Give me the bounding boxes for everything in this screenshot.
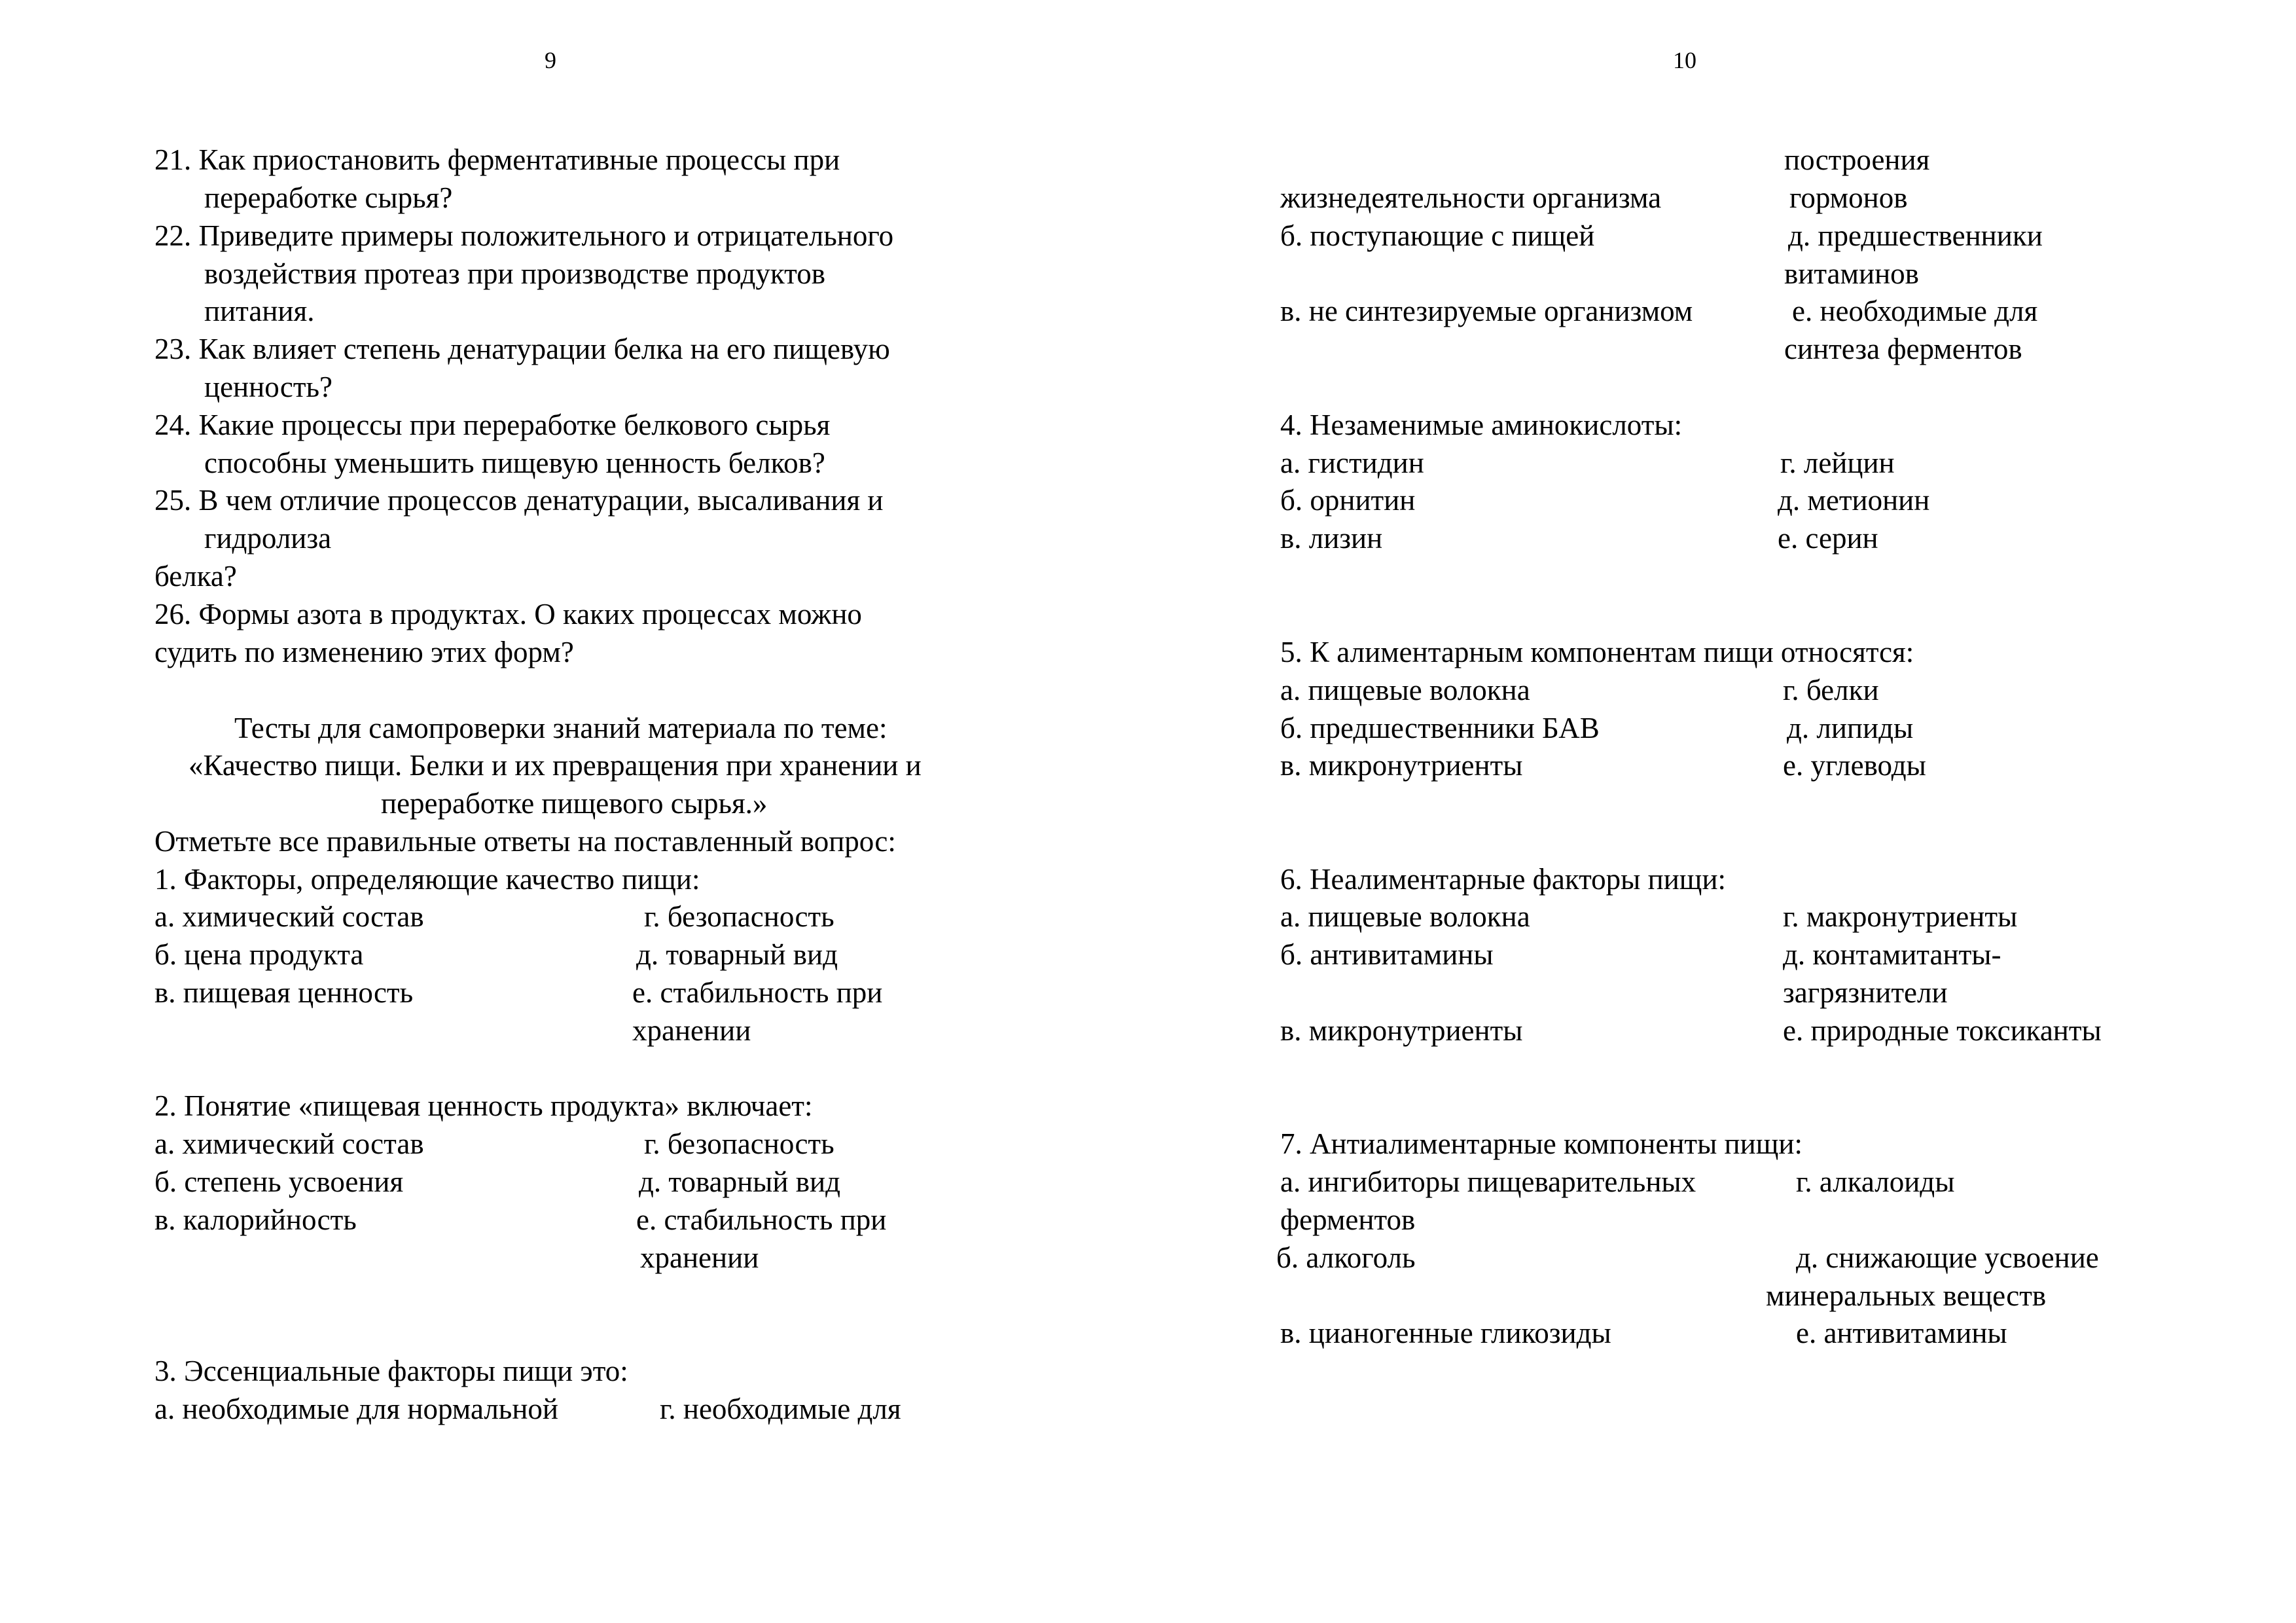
test7-option-b: б. алкоголь bbox=[1276, 1241, 1416, 1274]
question-26-line1: 26. Формы азота в продуктах. О каких процессах можно bbox=[154, 598, 862, 630]
test1-option-v: в. пищевая ценность bbox=[154, 976, 414, 1009]
test3-option-d-line1: д. предшественники bbox=[1788, 219, 2043, 252]
test3-option-b: б. поступающие с пищей bbox=[1280, 219, 1595, 252]
test5-option-d: д. липиды bbox=[1787, 712, 1914, 744]
test1-option-b: б. цена продукта bbox=[154, 938, 364, 971]
question-22-line3: питания. bbox=[204, 295, 315, 327]
test3-option-v: в. не синтезируемые организмом bbox=[1280, 295, 1693, 327]
test3-option-a: а. необходимые для нормальной bbox=[154, 1393, 558, 1425]
test3-option-a-line2: жизнедеятельности организма bbox=[1280, 181, 1662, 214]
question-24-line2: способны уменьшить пищевую ценность белков? bbox=[204, 447, 825, 479]
test4-title: 4. Незаменимые аминокислоты: bbox=[1280, 409, 1683, 441]
page-number: 9 bbox=[545, 47, 556, 73]
test1-option-g: г. безопасность bbox=[644, 900, 834, 933]
right-page bbox=[1148, 0, 2296, 1623]
test4-option-g: г. лейцин bbox=[1780, 447, 1895, 479]
test4-option-d: д. метионин bbox=[1778, 484, 1930, 517]
test7-option-d-line2: минеральных веществ bbox=[1766, 1279, 2047, 1312]
test3-option-g: г. необходимые для bbox=[660, 1393, 901, 1425]
test4-option-v: в. лизин bbox=[1280, 522, 1383, 555]
tests-heading-line3: переработке пищевого сырья.» bbox=[381, 787, 768, 820]
test2-option-e-line1: е. стабильность при bbox=[636, 1203, 887, 1236]
question-25-line2: гидролиза bbox=[204, 522, 332, 555]
test3-option-g-line2: построения bbox=[1784, 143, 1930, 176]
test7-option-v: в. цианогенные гликозиды bbox=[1280, 1317, 1611, 1349]
test6-option-e: е. природные токсиканты bbox=[1783, 1014, 2102, 1047]
test7-title: 7. Антиалиментарные компоненты пищи: bbox=[1280, 1127, 1803, 1160]
test2-option-d: д. товарный вид bbox=[639, 1165, 840, 1198]
test1-option-a: а. химический состав bbox=[154, 900, 424, 933]
question-24-line1: 24. Какие процессы при переработке белкового сырья bbox=[154, 409, 831, 441]
question-26-line2: судить по изменению этих форм? bbox=[154, 636, 574, 668]
test4-option-b: б. орнитин bbox=[1280, 484, 1416, 517]
test1-option-e-line2: хранении bbox=[632, 1014, 751, 1047]
question-23-line2: ценность? bbox=[204, 371, 332, 403]
test6-option-a: а. пищевые волокна bbox=[1280, 900, 1530, 933]
question-25-line3: белка? bbox=[154, 560, 237, 593]
test7-option-a-line2: ферментов bbox=[1280, 1203, 1416, 1236]
test5-option-g: г. белки bbox=[1783, 674, 1879, 706]
test7-option-g: г. алкалоиды bbox=[1796, 1165, 1955, 1198]
test2-title: 2. Понятие «пищевая ценность продукта» включает: bbox=[154, 1089, 813, 1122]
test1-option-d: д. товарный вид bbox=[636, 938, 838, 971]
test2-option-e-line2: хранении bbox=[640, 1241, 759, 1274]
test5-option-a: а. пищевые волокна bbox=[1280, 674, 1530, 706]
question-21-line1: 21. Как приостановить ферментативные процессы при bbox=[154, 143, 840, 176]
test6-option-b: б. антивитамины bbox=[1280, 938, 1494, 971]
test2-option-g: г. безопасность bbox=[644, 1127, 834, 1160]
test5-option-e: е. углеводы bbox=[1783, 749, 1926, 782]
question-22-line1: 22. Приведите примеры положительного и отрицательного bbox=[154, 219, 894, 252]
test5-title: 5. К алиментарным компонентам пищи относятся: bbox=[1280, 636, 1914, 668]
question-23-line1: 23. Как влияет степень денатурации белка на его пищевую bbox=[154, 333, 890, 365]
test7-option-d-line1: д. снижающие усвоение bbox=[1796, 1241, 2099, 1274]
test3-option-d-line2: витаминов bbox=[1784, 257, 1919, 290]
test1-title: 1. Факторы, определяющие качество пищи: bbox=[154, 863, 700, 896]
test3-option-e-line2: синтеза ферментов bbox=[1784, 333, 2022, 365]
instruction: Отметьте все правильные ответы на поставленный вопрос: bbox=[154, 825, 896, 858]
test3-option-e-line1: е. необходимые для bbox=[1792, 295, 2038, 327]
test6-title: 6. Неалиментарные факторы пищи: bbox=[1280, 863, 1727, 896]
test6-option-g: г. макронутриенты bbox=[1783, 900, 2018, 933]
page-number: 10 bbox=[1673, 47, 1696, 73]
test6-option-d-line1: д. контамитанты- bbox=[1783, 938, 2001, 971]
test4-option-e: е. серин bbox=[1778, 522, 1878, 555]
test6-option-d-line2: загрязнители bbox=[1783, 976, 1948, 1009]
test3-option-g-line3: гормонов bbox=[1789, 181, 1908, 214]
question-22-line2: воздействия протеаз при производстве продуктов bbox=[204, 257, 825, 290]
test5-option-b: б. предшественники БАВ bbox=[1280, 712, 1600, 744]
test2-option-b: б. степень усвоения bbox=[154, 1165, 404, 1198]
test3-title: 3. Эссенциальные факторы пищи это: bbox=[154, 1355, 628, 1387]
question-25-line1: 25. В чем отличие процессов денатурации, высаливания и bbox=[154, 484, 884, 517]
test7-option-e: е. антивитамины bbox=[1796, 1317, 2007, 1349]
test4-option-a: а. гистидин bbox=[1280, 447, 1424, 479]
tests-heading-line1: Тесты для самопроверки знаний материала по теме: bbox=[234, 712, 888, 744]
test5-option-v: в. микронутриенты bbox=[1280, 749, 1523, 782]
question-21-line2: переработке сырья? bbox=[204, 181, 453, 214]
tests-heading-line2: «Качество пищи. Белки и их превращения при хранении и bbox=[188, 749, 922, 782]
test6-option-v: в. микронутриенты bbox=[1280, 1014, 1523, 1047]
test2-option-v: в. калорийность bbox=[154, 1203, 357, 1236]
test2-option-a: а. химический состав bbox=[154, 1127, 424, 1160]
test7-option-a-line1: а. ингибиторы пищеварительных bbox=[1280, 1165, 1696, 1198]
test1-option-e-line1: е. стабильность при bbox=[632, 976, 883, 1009]
